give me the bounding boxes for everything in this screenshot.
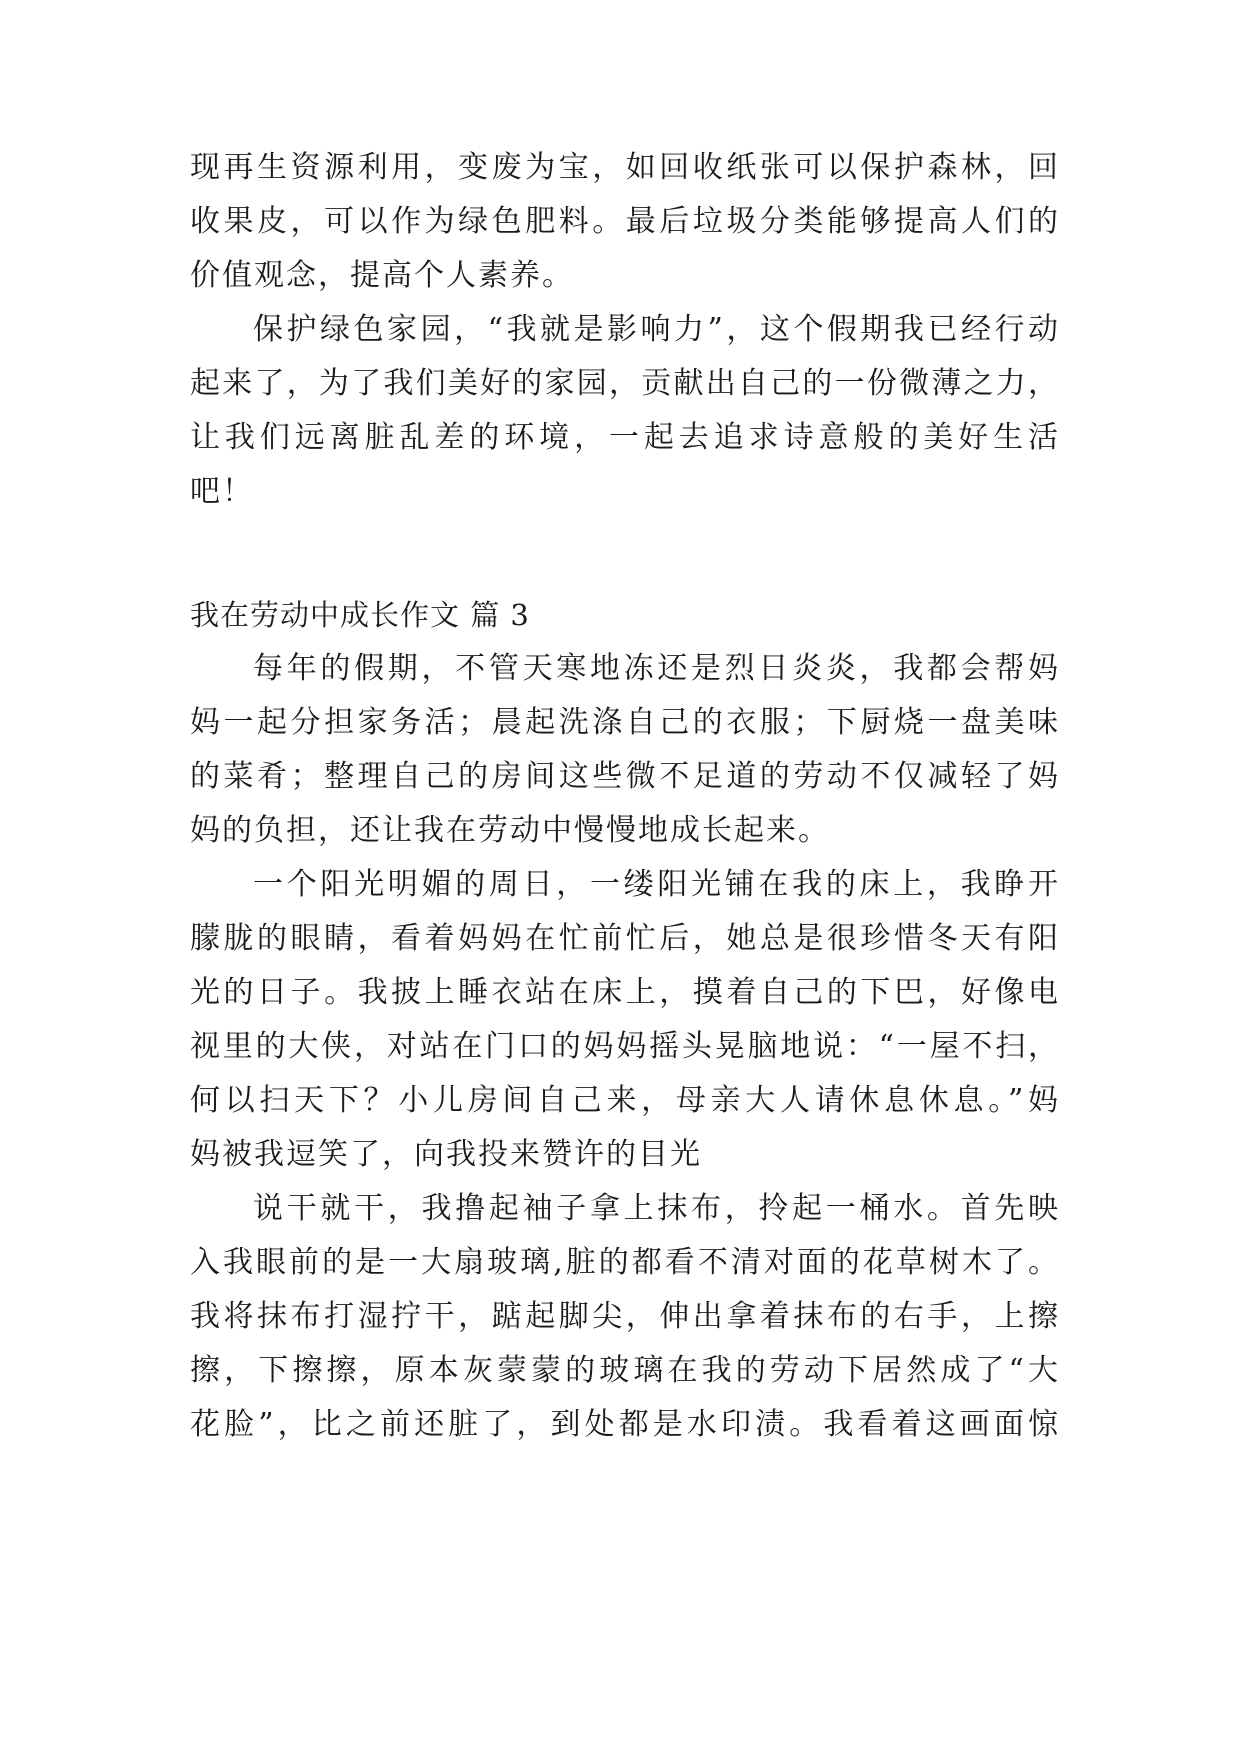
paragraph-line: 妈的负担，还让我在劳动中慢慢地成长起来。 <box>190 813 830 848</box>
paragraph-line: 让我们远离脏乱差的环境，一起去追求诗意般的美好生活 <box>190 420 1060 455</box>
paragraph-line: 我将抹布打湿拧干，踮起脚尖，伸出拿着抹布的右手，上擦 <box>190 1299 1060 1334</box>
paragraph-line: 保护绿色家园，“我就是影响力”，这个假期我已经行动 <box>253 312 1060 347</box>
paragraph-line: 光的日子。我披上睡衣站在床上，摸着自己的下巴，好像电 <box>190 975 1060 1010</box>
paragraph-line: 起来了，为了我们美好的家园，贡献出自己的一份微薄之力， <box>190 366 1060 401</box>
paragraph-line: 花脸”，比之前还脏了，到处都是水印渍。我看着这画面惊 <box>190 1407 1060 1442</box>
section-heading: 我在劳动中成长作文 篇 3 <box>190 598 530 632</box>
paragraph-line: 收果皮，可以作为绿色肥料。最后垃圾分类能够提高人们的 <box>190 204 1060 239</box>
paragraph-line: 说干就干，我撸起袖子拿上抹布，拎起一桶水。首先映 <box>253 1191 1060 1226</box>
paragraph-line: 每年的假期，不管天寒地冻还是烈日炎炎，我都会帮妈 <box>253 651 1060 686</box>
paragraph-line: 何以扫天下？小儿房间自己来，母亲大人请休息休息。”妈 <box>190 1083 1060 1118</box>
paragraph-line: 朦胧的眼睛，看着妈妈在忙前忙后，她总是很珍惜冬天有阳 <box>190 921 1060 956</box>
paragraph-line: 视里的大侠，对站在门口的妈妈摇头晃脑地说：“一屋不扫， <box>190 1029 1060 1064</box>
paragraph-line: 入我眼前的是一大扇玻璃,脏的都看不清对面的花草树木了。 <box>190 1245 1060 1280</box>
paragraph-line: 的菜肴；整理自己的房间这些微不足道的劳动不仅减轻了妈 <box>190 759 1060 794</box>
paragraph-line: 一个阳光明媚的周日，一缕阳光铺在我的床上，我睁开 <box>253 867 1060 902</box>
paragraph-line: 擦，下擦擦，原本灰蒙蒙的玻璃在我的劳动下居然成了“大 <box>190 1353 1060 1388</box>
paragraph-line: 妈被我逗笑了，向我投来赞许的目光 <box>190 1137 702 1172</box>
paragraph-line: 价值观念，提高个人素养。 <box>190 258 574 293</box>
paragraph-line: 现再生资源利用，变废为宝，如回收纸张可以保护森林，回 <box>190 150 1060 185</box>
paragraph-line: 吧！ <box>190 474 254 509</box>
paragraph-line: 妈一起分担家务活；晨起洗涤自己的衣服；下厨烧一盘美味 <box>190 705 1060 740</box>
